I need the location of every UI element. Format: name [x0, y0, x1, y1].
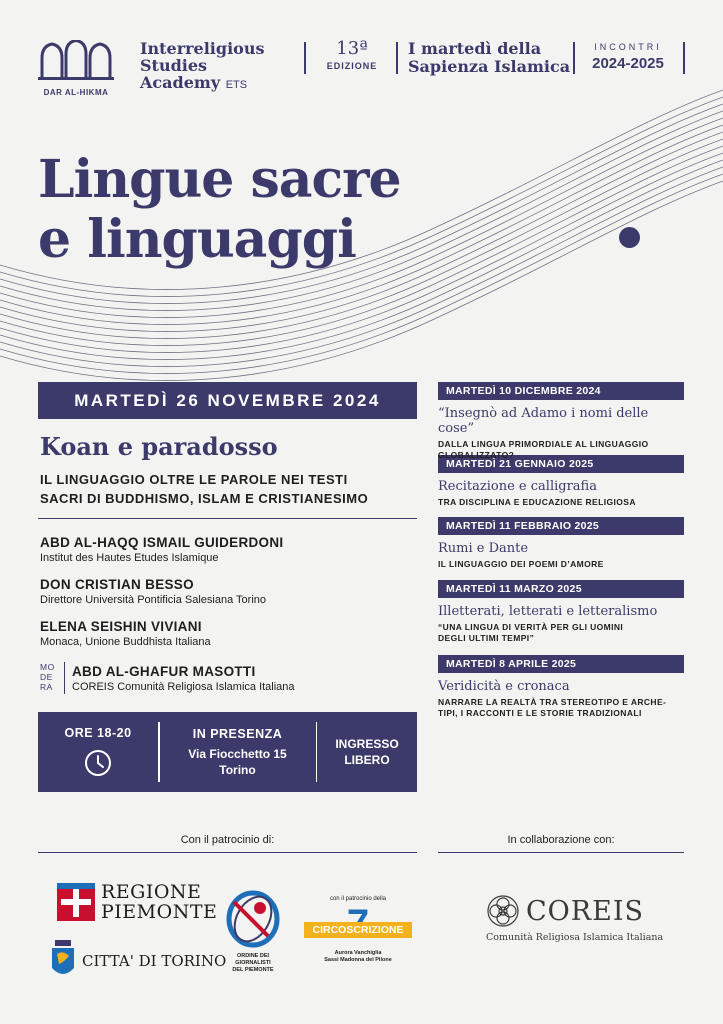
clock-icon: [83, 748, 113, 778]
dar-al-hikma-logo: [38, 40, 114, 97]
regione-flag-icon: [57, 883, 95, 921]
event-date: MARTEDÌ 21 GENNAIO 2025: [438, 455, 684, 473]
mosque-arches-icon: [38, 40, 114, 80]
event-subtitle: TRA DISCIPLINA E EDUCAZIONE RELIGIOSA: [438, 497, 636, 507]
circ-sub1: Aurora Vanchiglia: [334, 950, 382, 956]
mode-label: IN PRESENZA: [192, 726, 283, 741]
speaker-name: ABD AL-HAQQ ISMAIL GUIDERDONI: [40, 535, 284, 550]
torino-crest-icon: [50, 940, 76, 982]
event-title: “Insegnò ad Adamo i nomi delle cose”: [438, 406, 649, 436]
regione-line1: REGIONE: [101, 881, 202, 903]
series-line1: I martedì della: [408, 39, 542, 58]
event-date: MARTEDÌ 8 APRILE 2025: [438, 655, 684, 673]
speaker: [40, 619, 420, 661]
edition-label: EDIZIONE: [326, 61, 378, 71]
incontri-label: INCONTRI: [594, 42, 662, 52]
academy-line3: Academy: [140, 73, 221, 92]
upcoming-event: [438, 517, 684, 580]
upcoming-event: [438, 382, 684, 460]
regione-line2: PIEMONTE: [101, 901, 218, 923]
academy-suffix: ETS: [225, 79, 248, 91]
moderator-divider: [64, 662, 65, 694]
speaker-role: Institut des Hautes Etudes Islamique: [40, 552, 219, 564]
main-event-date: MARTEDÌ 26 NOVEMBRE 2024: [38, 382, 417, 419]
moderator: [72, 664, 295, 693]
coreis-subtitle: Comunità Religiosa Islamica Italiana: [486, 932, 664, 943]
event-date: MARTEDÌ 10 DICEMBRE 2024: [438, 382, 684, 400]
edition-number: 13ª: [336, 38, 368, 59]
address-line2: Torino: [219, 762, 256, 777]
header-divider: [683, 42, 685, 74]
subtitle-line2: SACRI DI BUDDHISMO, ISLAM E CRISTIANESIMO: [40, 491, 369, 506]
divider: [438, 852, 684, 853]
header-divider: [573, 42, 575, 74]
regione-piemonte-logo: [57, 882, 217, 922]
upcoming-event: [438, 655, 684, 725]
event-date: MARTEDÌ 11 FEBBRAIO 2025: [438, 517, 684, 535]
ordine-line2: GIORNALISTI: [235, 960, 271, 966]
collab-label: In collaborazione con:: [507, 834, 615, 846]
moderator-label: MO DE RA: [40, 662, 55, 692]
academy-line1: Interreligious: [140, 39, 265, 58]
ordine-line1: ORDINE DEI: [236, 953, 270, 959]
event-subtitle: IL LINGUAGGIO DEI POEMI D’AMORE: [438, 559, 604, 569]
circ-label: CIRCOSCRIZIONE: [304, 922, 412, 938]
circoscrizione-logo: [304, 896, 412, 964]
event-title: Recitazione e calligrafia: [438, 479, 597, 494]
entry-cell: [317, 736, 417, 768]
speaker: [40, 535, 420, 577]
main-title-line1: Lingue sacre: [38, 149, 401, 210]
subtitle-line1: IL LINGUAGGIO OLTRE LE PAROLE NEI TESTI: [40, 472, 348, 487]
main-event-subtitle: [40, 470, 368, 508]
incontri-block: [580, 42, 676, 72]
main-title-line2: e linguaggi: [38, 209, 356, 270]
citta-label: CITTA' DI TORINO: [82, 952, 227, 970]
series-line2: Sapienza Islamica: [408, 57, 571, 76]
citta-torino-logo: [50, 940, 226, 982]
divider: [38, 852, 417, 853]
academy-logo: [140, 40, 264, 94]
logo-label: DAR AL-HIKMA: [43, 88, 109, 97]
header-divider: [396, 42, 398, 74]
accent-dot: [619, 227, 640, 248]
main-title: [38, 150, 401, 270]
ordine-line3: DEL PIEMONTE: [232, 967, 274, 973]
speaker-role: Monaca, Unione Buddhista Italiana: [40, 636, 211, 648]
moderator-role: COREIS Comunità Religiosa Islamica Italiana: [72, 681, 295, 693]
divider: [38, 518, 417, 519]
event-date: MARTEDÌ 11 MARZO 2025: [438, 580, 684, 598]
event-title: Rumi e Dante: [438, 541, 529, 556]
ordine-giornalisti-logo: [218, 890, 288, 974]
coreis-rosette-icon: [486, 894, 520, 928]
circ-badge: [304, 906, 412, 950]
time-label: ORE 18-20: [64, 726, 132, 740]
address-line1: Via Fiocchetto 15: [188, 746, 287, 761]
header-divider: [304, 42, 306, 74]
event-subtitle: “UNA LINGUA DI VERITÀ PER GLI UOMINI DEGLI ULTIMI TEMPI”: [438, 622, 624, 643]
location-cell: [160, 727, 316, 778]
ordine-emblem-icon: [220, 890, 286, 948]
academy-line2: Studies: [140, 56, 208, 75]
time-cell: [38, 726, 158, 778]
upcoming-event: [438, 455, 684, 517]
speaker-role: Direttore Università Pontificia Salesiana Torino: [40, 594, 267, 606]
edition-block: [318, 38, 386, 71]
event-title: Veridicità e cronaca: [438, 679, 570, 694]
circ-top: con il patrocinio della: [329, 896, 387, 902]
event-subtitle: NARRARE LA REALTÀ TRA STEREOTIPO E ARCHE- TIPI, I RACCONTI E LE STORIE TRADIZIONALI: [438, 697, 667, 718]
series-block: [408, 40, 570, 76]
speaker-name: ELENA SEISHIN VIVIANI: [40, 619, 202, 634]
circ-sub2: Sassi Madonna del Pilone: [324, 957, 392, 963]
main-event-title: Koan e paradosso: [40, 432, 278, 461]
patronage-label: Con il patrocinio di:: [180, 834, 275, 846]
event-info-box: [38, 712, 417, 792]
speaker-name: DON CRISTIAN BESSO: [40, 577, 194, 592]
entry-line1: INGRESSO: [335, 737, 399, 751]
speaker: [40, 577, 420, 619]
speaker-list: [40, 535, 420, 661]
event-subtitle: DALLA LINGUA PRIMORDIALE AL LINGUAGGIO GLOBALIZZATO?: [438, 439, 649, 460]
incontri-years: 2024-2025: [592, 55, 664, 72]
event-title: Illetterati, letterati e letteralismo: [438, 604, 658, 619]
upcoming-event: [438, 580, 684, 655]
moderator-name: ABD AL-GHAFUR MASOTTI: [72, 664, 256, 679]
coreis-logo: [486, 894, 663, 943]
entry-line2: LIBERO: [344, 753, 390, 767]
coreis-name: COREIS: [526, 895, 644, 927]
upcoming-events: [438, 382, 684, 725]
